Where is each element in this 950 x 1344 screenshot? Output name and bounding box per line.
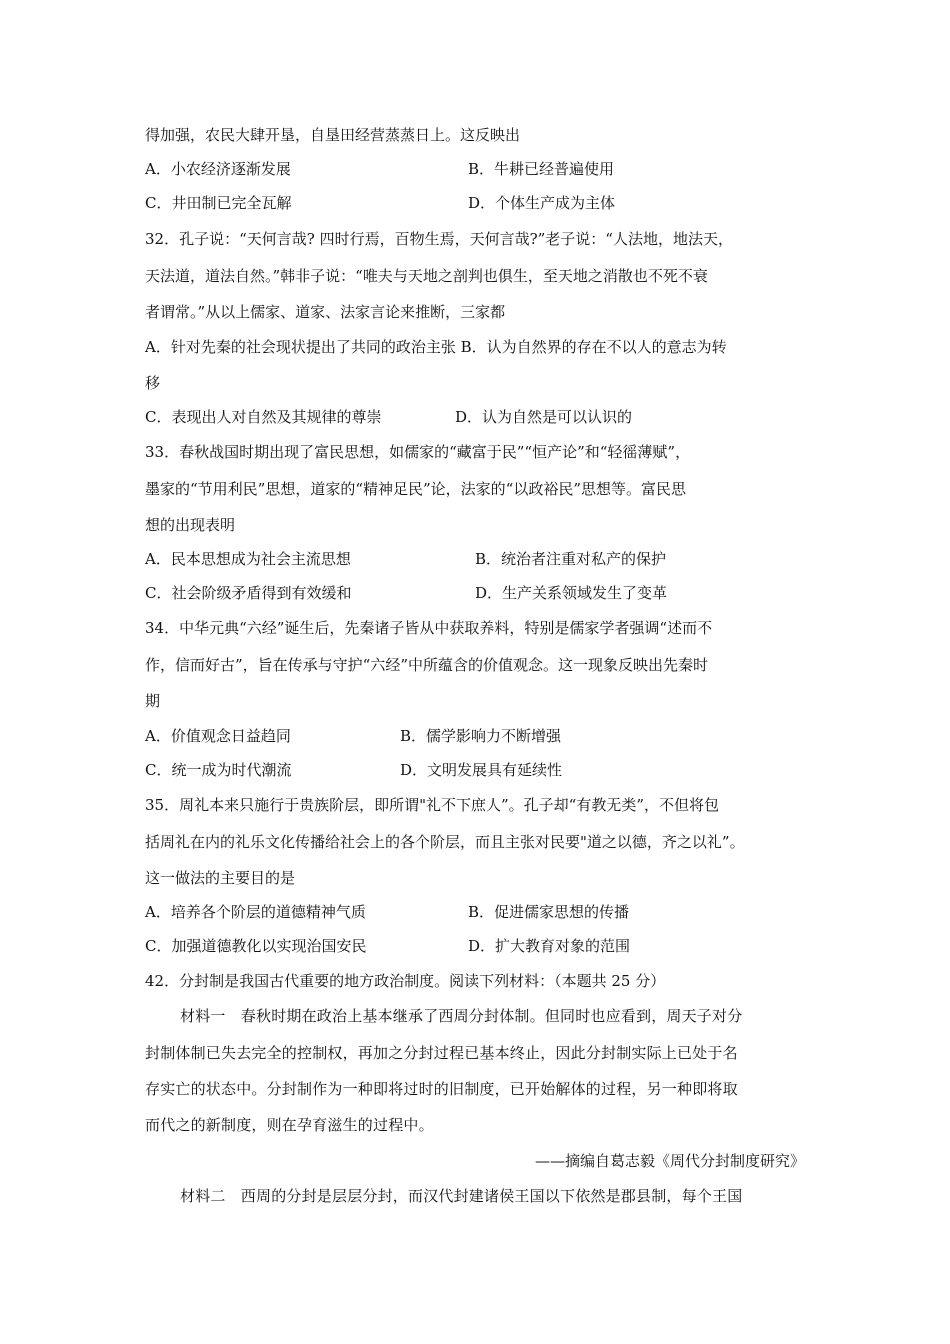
q34-option-c: C．统一成为时代潮流 (145, 761, 292, 779)
q34-option-a: A．价值观念日益趋同 (145, 727, 291, 745)
q33-stem-line-1: 33．春秋战国时期出现了富民思想，如儒家的“藏富于民”“恒产论”和“轻徭薄赋”， (145, 443, 691, 461)
q42-stem: 42．分封制是我国古代重要的地方政治制度。阅读下列材料：（本题共 25 分） (145, 972, 666, 990)
q42-material-1-line-4: 而代之的新制度，则在孕育滋生的过程中。 (145, 1116, 434, 1134)
q32-stem-line-1: 32．孔子说：“天何言哉? 四时行焉，百物生焉，天何言哉?”老子说：“人法地，地法天， (145, 230, 733, 248)
q35-option-d: D．扩大教育对象的范围 (468, 937, 631, 955)
q35-stem-line-2: 括周礼在内的礼乐文化传播给社会上的各个阶层，而且主张对民要"道之以德，齐之以礼”。 (145, 833, 745, 851)
q32-stem-line-3: 者谓常。”从以上儒家、道家、法家言论来推断，三家都 (145, 303, 506, 321)
q33-stem-line-2: 墨家的“节用利民”思想，道家的“精神足民”论，法家的“以政裕民”思想等。富民思 (145, 480, 687, 498)
q34-stem-line-2: 作，信而好古”，旨在传承与守护“六经”中所蕴含的价值观念。这一现象反映出先秦时 (145, 656, 709, 674)
q35-stem-line-3: 这一做法的主要目的是 (145, 869, 296, 887)
q35-stem-line-1: 35．周礼本来只施行于贵族阶层，即所谓"礼不下庶人”。孔子却“有教无类”，不但将包 (145, 796, 719, 814)
q42-material-1-line-3: 存实亡的状态中。分封制作为一种即将过时的旧制度，已开始解体的过程，另一种即将取 (145, 1080, 738, 1098)
q35-option-b: B．促进儒家思想的传播 (468, 903, 630, 921)
q32-option-c: C．表现出人对自然及其规律的尊崇 (145, 408, 382, 426)
q31-option-c: C．井田制已完全瓦解 (145, 194, 292, 212)
q35-option-c: C．加强道德教化以实现治国安民 (145, 937, 367, 955)
q34-option-b: B．儒学影响力不断增强 (400, 727, 562, 745)
q31-stem-continued: 得加强，农民大肆开垦，自垦田经营蒸蒸日上。这反映出 (145, 126, 521, 144)
q42-material-1-source: ——摘编自葛志毅《周代分封制度研究》 (534, 1152, 805, 1170)
q32-option-ab-continued: 移 (145, 374, 161, 392)
q32-option-ab: A．针对先秦的社会现状提出了共同的政治主张 B．认为自然界的存在不以人的意志为转 (145, 338, 727, 356)
q33-option-a: A．民本思想成为社会主流思想 (145, 550, 351, 568)
q34-stem-line-1: 34．中华元典“六经”诞生后，先秦诸子皆从中获取养料，特别是儒家学者强调“述而不 (145, 619, 713, 637)
q33-option-c: C．社会阶级矛盾得到有效缓和 (145, 584, 352, 602)
q35-option-a: A．培养各个阶层的道德精神气质 (145, 903, 366, 921)
q42-material-1-line-1: 材料一 春秋时期在政治上基本继承了西周分封体制。但同时也应看到，周天子对分 (180, 1007, 743, 1025)
q32-option-d: D．认为自然是可以认识的 (455, 408, 633, 426)
q34-stem-line-3: 期 (145, 692, 161, 710)
q32-stem-line-2: 天法道，道法自然。”韩非子说：“唯夫与天地之剖判也俱生，至天地之消散也不死不衰 (145, 267, 708, 285)
q31-option-b: B．牛耕已经普遍使用 (468, 160, 615, 178)
q42-material-1-line-2: 封制体制已失去完全的控制权，再加之分封过程已基本终止，因此分封制实际上已处于名 (145, 1044, 738, 1062)
q33-stem-line-3: 想的出现表明 (145, 516, 236, 534)
q33-option-b: B．统治者注重对私产的保护 (475, 550, 667, 568)
q42-material-2-line-1: 材料二 西周的分封是层层分封，而汉代封建诸侯王国以下依然是郡县制，每个王国 (180, 1187, 743, 1205)
q31-option-a: A．小农经济逐渐发展 (145, 160, 291, 178)
q34-option-d: D．文明发展具有延续性 (400, 761, 563, 779)
q33-option-d: D．生产关系领域发生了变革 (475, 584, 668, 602)
q31-option-d: D．个体生产成为主体 (468, 194, 616, 212)
